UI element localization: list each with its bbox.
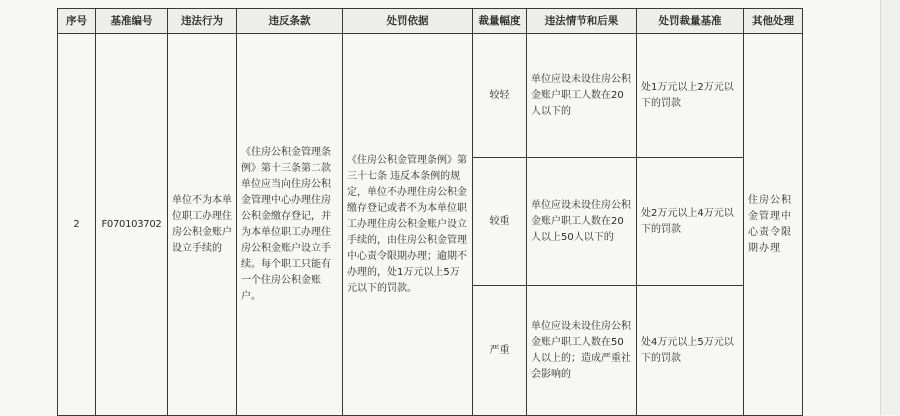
table-row [58, 34, 803, 158]
header-other: 其他处理 [744, 9, 803, 34]
header-code: 基准编号 [96, 9, 168, 34]
cell-clause: 《住房公积金管理条例》第十三条第二款 单位应当向住房公积金管理中心办理住房公积金缴存登记，并为本单位职工办理住房公积金账户设立手续。每个职工只能有一个住房公积金账户。 [237, 34, 343, 416]
cell-other: 住房公积金管理中心责令限期办理 [744, 34, 803, 416]
penalty-discretion-table [57, 8, 803, 416]
header-behavior: 违法行为 [168, 9, 237, 34]
cell-benchmark-light: 处1万元以上2万元以下的罚款 [637, 34, 744, 158]
cell-circumstance-severe: 单位应设未设住房公积金账户职工人数在50人以上的；造成严重社会影响的 [527, 286, 637, 416]
cell-basis: 《住房公积金管理条例》第三十七条 违反本条例的规定，单位不办理住房公积金缴存登记或者不为本单位职工办理住房公积金账户设立手续的，由住房公积金管理中心责令限期办理；逾期不办理的，处1万元以上5万元以下的罚款。 [343, 34, 473, 416]
table-header-row [58, 9, 803, 34]
cell-circumstance-serious: 单位应设未设住房公积金账户职工人数在20人以上50人以下的 [527, 158, 637, 286]
cell-behavior: 单位不为本单位职工办理住房公积金账户设立手续的 [168, 34, 237, 416]
header-clause: 违反条款 [237, 9, 343, 34]
cell-range-serious: 较重 [473, 158, 527, 286]
header-range: 裁量幅度 [473, 9, 527, 34]
cell-benchmark-severe: 处4万元以上5万元以下的罚款 [637, 286, 744, 416]
header-benchmark: 处罚裁量基准 [637, 9, 744, 34]
cell-range-severe: 严重 [473, 286, 527, 416]
cell-benchmark-serious: 处2万元以上4万元以下的罚款 [637, 158, 744, 286]
cell-code: F070103702 [96, 34, 168, 416]
header-circumstance: 违法情节和后果 [527, 9, 637, 34]
cell-range-light: 较轻 [473, 34, 527, 158]
cell-seq: 2 [58, 34, 96, 416]
page-edge [880, 0, 900, 415]
cell-circumstance-light: 单位应设未设住房公积金账户职工人数在20人以下的 [527, 34, 637, 158]
header-seq: 序号 [58, 9, 96, 34]
header-basis: 处罚依据 [343, 9, 473, 34]
